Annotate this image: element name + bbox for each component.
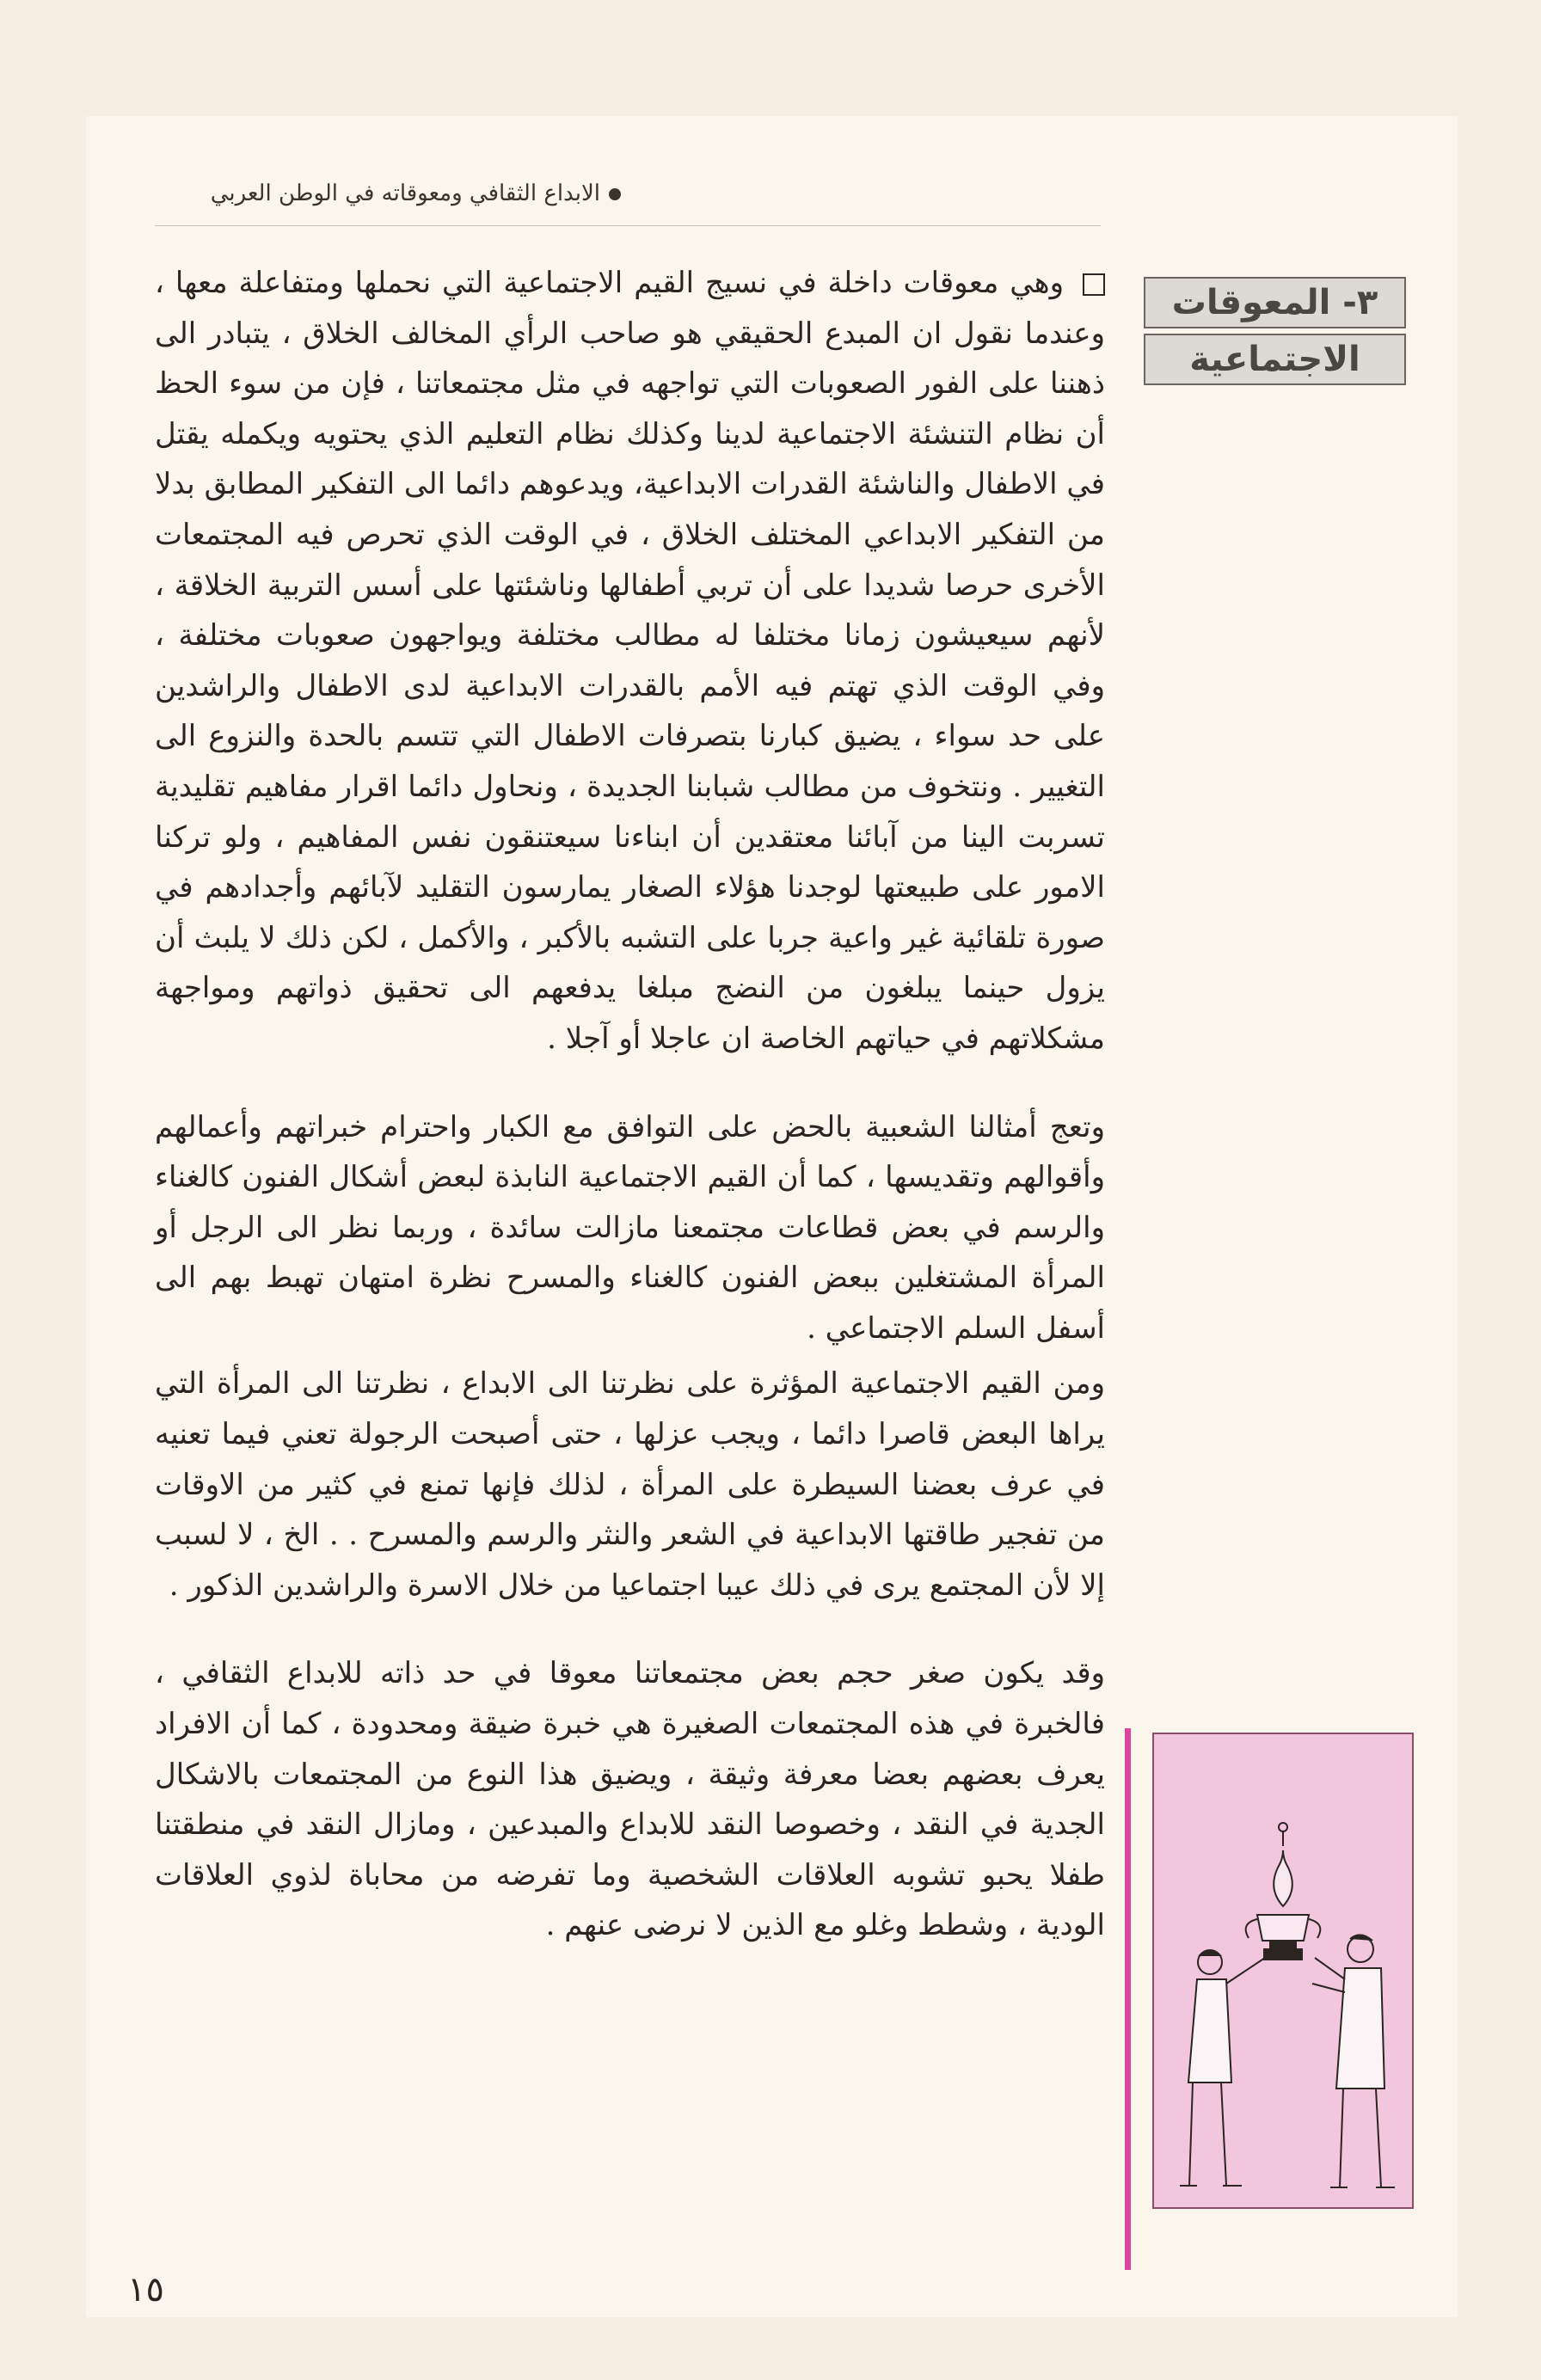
accent-vertical-rule — [1125, 1728, 1131, 2270]
page-number: ١٥ — [127, 2270, 164, 2309]
header-divider — [155, 225, 1101, 226]
trophy-cartoon-icon — [1154, 1734, 1412, 2207]
paragraph-2: وتعج أمثالنا الشعبية بالحض على التوافق مع الكبار واحترام خبراتهم وأعمالهم وأقوالهم وتقديسها ، كما أن القيم الاجتماعية النابذة لبعض أشكال الفنون كالغناء والرسم في بعض قطاعات مجتمعنا مازالت سائدة ، وربما نظر الى الرجل أو المرأة المشتغلين ببعض الفنون كالغناء والمسرح نظرة امتهان تهبط بهم الى أسفل السلم الاجتماعي . — [155, 1109, 1105, 1346]
section-title-line2: الاجتماعية — [1144, 334, 1406, 385]
bullet-dot-icon — [609, 188, 621, 200]
paragraph-1 — [155, 258, 1105, 1064]
running-title: الابداع الثقافي ومعوقاته في الوطن العربي — [210, 181, 600, 206]
cartoon-illustration — [1152, 1733, 1414, 2209]
running-head — [211, 181, 621, 206]
paragraph-4: وقد يكون صغر حجم بعض مجتمعاتنا معوقا في حد ذاته للابداع الثقافي ، فالخبرة في هذه المجتمعات الصغيرة هي خبرة ضيقة ومحدودة ، كما أن الافراد يعرف بعضهم بعضا معرفة وثيقة ، ويضيق هذا النوع من المجتمعات بالاشكال الجدية في النقد ، وخصوصا النقد للابداع والمبدعين ، ومازال النقد في منطقتنا طفلا يحبو تشوبه العلاقات الشخصية وما تفرضه من محاباة لذوي العلاقات الودية ، وشطط وغلو مع الذين لا نرضى عنهم . — [155, 1656, 1105, 1943]
paragraph-1-text: وهي معوقات داخلة في نسيج القيم الاجتماعية التي نحملها ومتفاعلة معها ، وعندما نقول ان المبدع الحقيقي هو صاحب الرأي المخالف الخلاق ، يتبادر الى ذهننا على الفور الصعوبات التي تواجهه في مثل مجتمعاتنا ، فإن من سوء الحظ أن نظام التنشئة الاجتماعية لدينا وكذلك نظام التعليم الذي يحتويه ويكمله يقتل في الاطفال والناشئة القدرات الابداعية، ويدعوهم دائما الى التفكير المطابق بدلا من التفكير الابداعي المختلف الخلاق ، في الوقت الذي تحرص فيه المجتمعات الأخرى حرصا شديدا على أن تربي أطفالها وناشئتها على أسس التربية الخلاقة ، لأنهم سيعيشون زمانا مختلفا له مطالب مختلفة ويواجهون صعوبات مختلفة ، وفي الوقت الذي تهتم فيه الأمم بالقدرات الابداعية لدى الاطفال والراشدين على حد سواء ، يضيق كبارنا بتصرفات الاطفال التي تتسم بالحدة والنزوع الى التغيير . ونتخوف من مطالب شبابنا الجديدة ، ونحاول دائما اقرار مفاهيم تقليدية تسربت الينا من آبائنا معتقدين أن ابناءنا سيعتنقون نفس المفاهيم ، ولو تركنا الامور على طبيعتها لوجدنا هؤلاء الصغار يمارسون التقليد لآبائهم وأجدادهم في صورة تلقائية غير واعية جربا على التشبه بالأكبر ، والأكمل ، لكن ذلك لا يلبث أن يزول حينما يبلغون من النضج مبلغا يدفعهم الى تحقيق ذواتهم ومواجهة مشكلاتهم في حياتهم الخاصة ان عاجلا أو آجلا . — [155, 266, 1105, 1056]
paragraph-3: ومن القيم الاجتماعية المؤثرة على نظرتنا الى الابداع ، نظرتنا الى المرأة التي يراها البعض قاصرا دائما ، ويجب عزلها ، حتى أصبحت الرجولة تعني فيما تعنيه في عرف بعضنا السيطرة على المرأة ، لذلك فإنها تمنع في كثير من الاوقات من تفجير طاقتها الابداعية في الشعر والنثر والرسم والمسرح . . الخ ، لا لسبب إلا لأن المجتمع يرى في ذلك عيبا اجتماعيا من خلال الاسرة والراشدين الذكور . — [155, 1366, 1105, 1603]
section-title-line1: ٣- المعوقات — [1144, 277, 1406, 328]
square-bullet-icon — [1083, 273, 1105, 296]
main-text — [155, 258, 1105, 1951]
section-title-box — [1144, 277, 1406, 390]
